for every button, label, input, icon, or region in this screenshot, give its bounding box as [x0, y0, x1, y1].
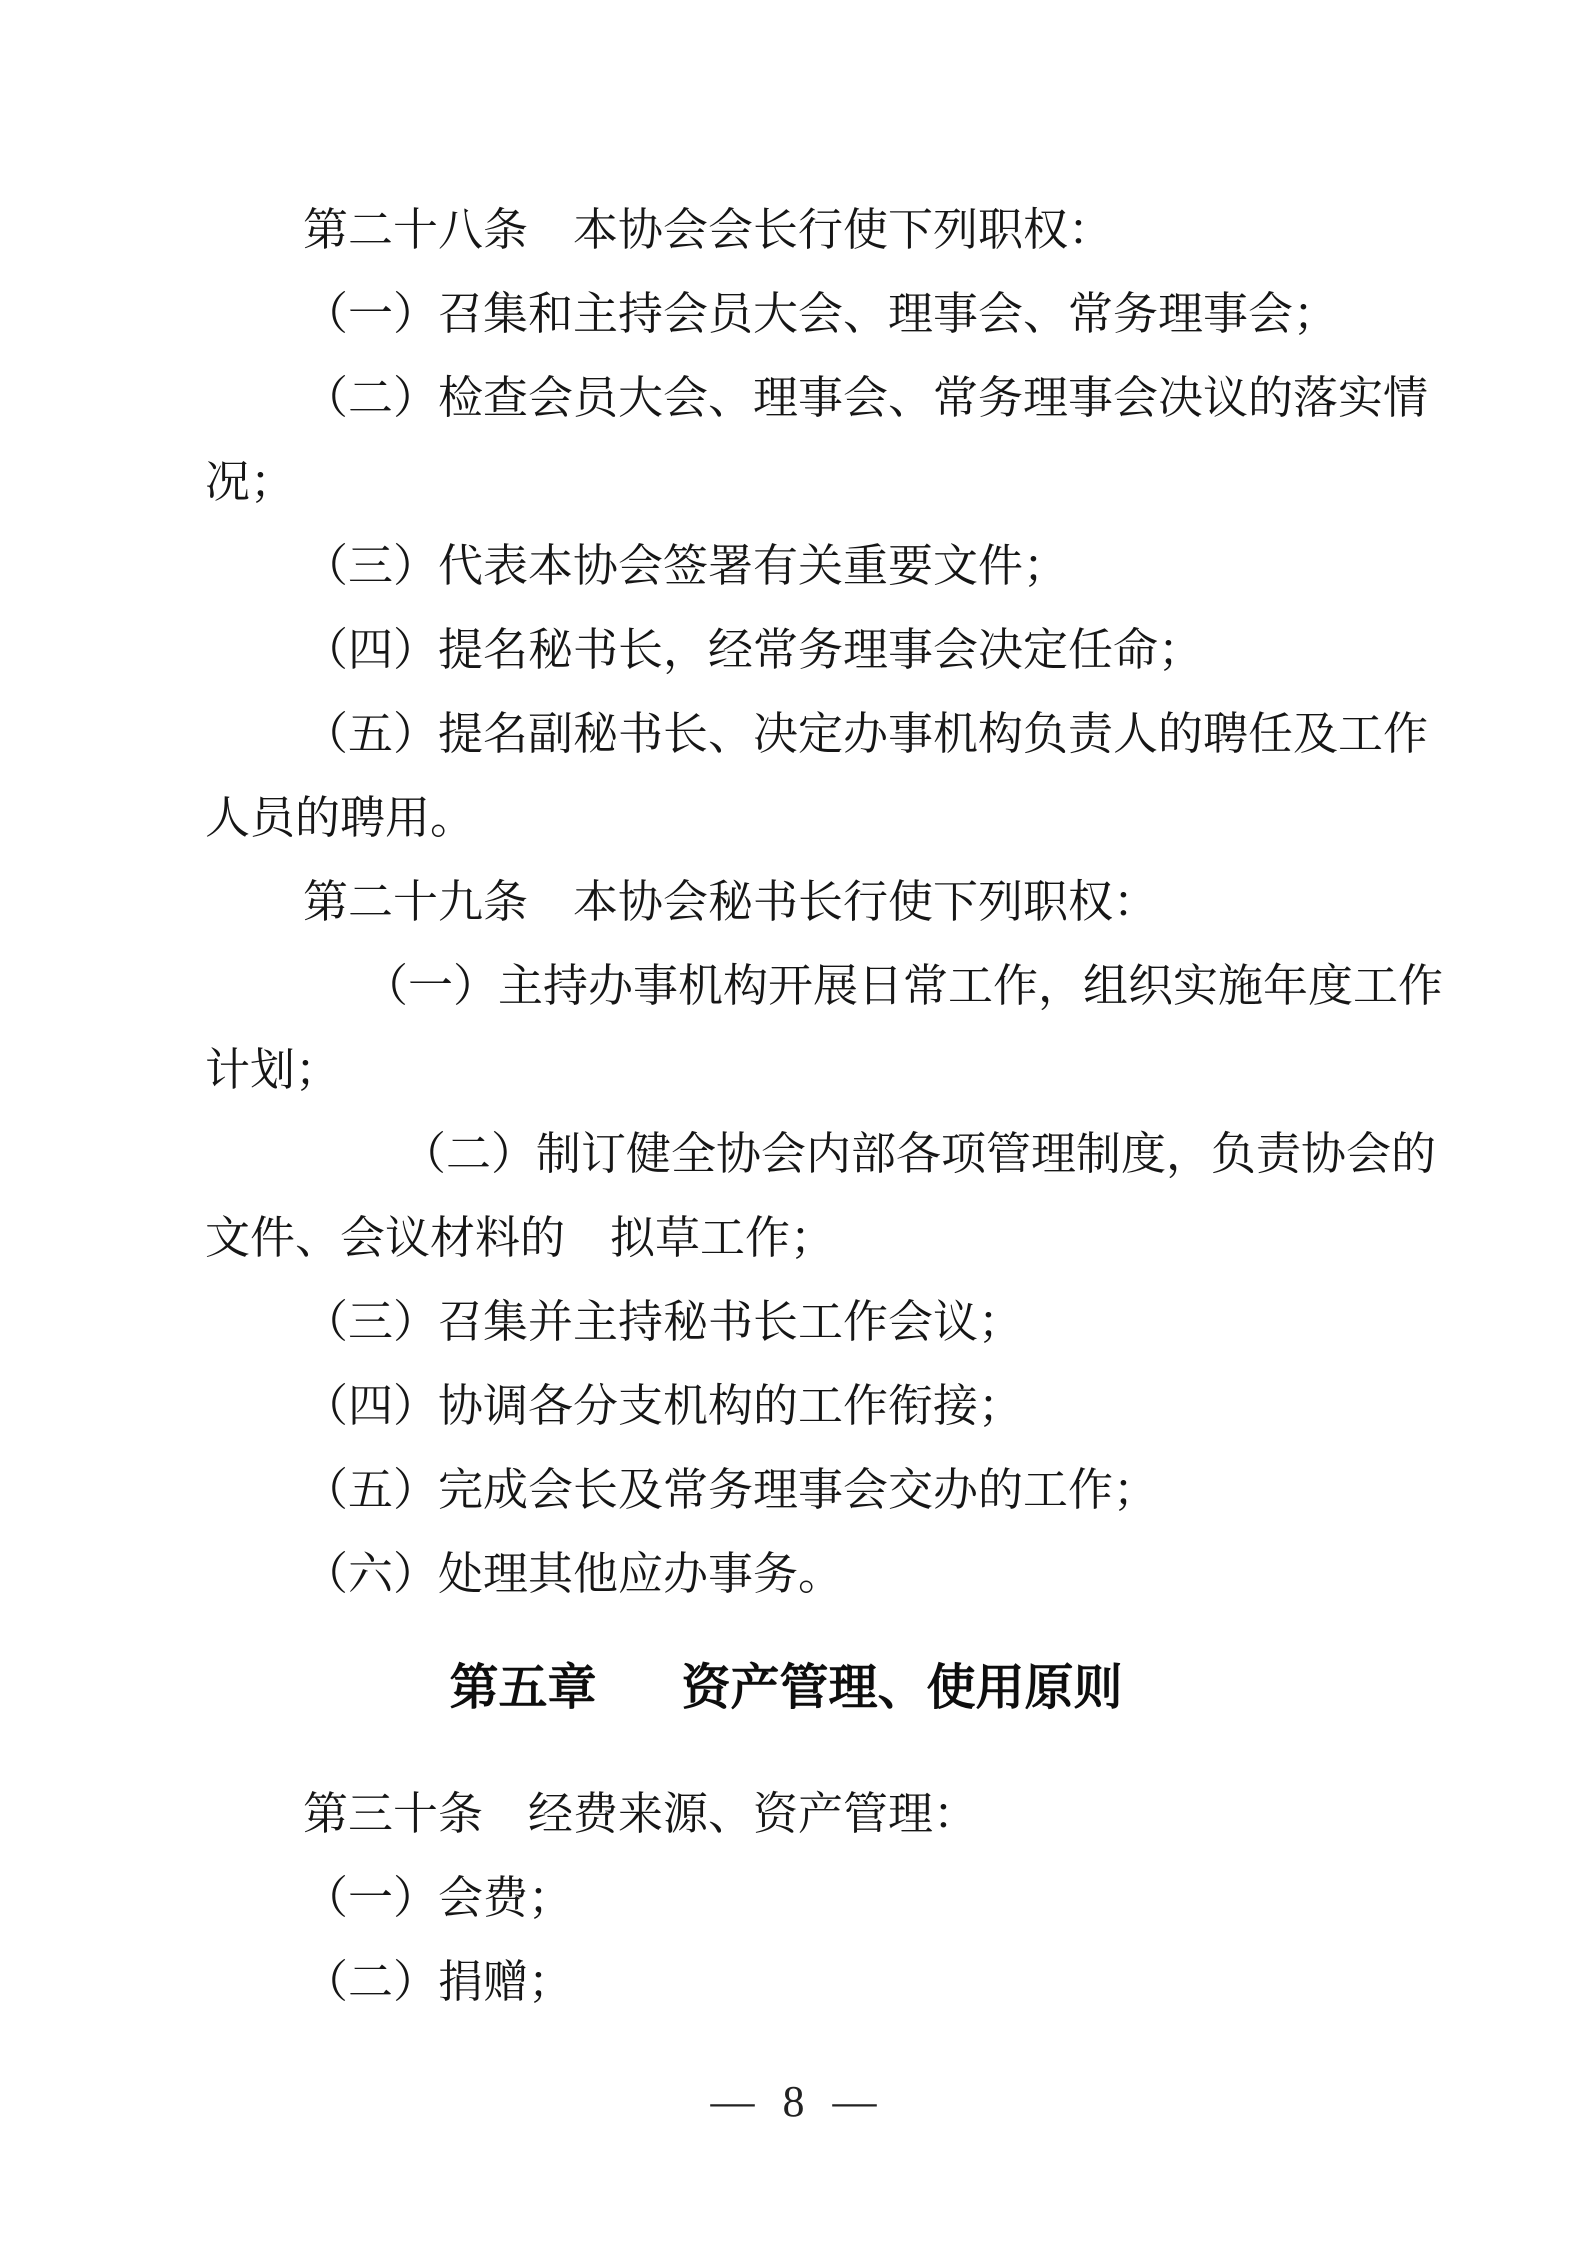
article-28-clause-1: （一）召集和主持会员大会、理事会、常务理事会；: [303, 289, 1339, 339]
article-28-clause-2-line-2: 况；: [205, 457, 296, 507]
article-30-clause-1: （一）会费；: [303, 1873, 574, 1923]
article-28-clause-3: （三）代表本协会签署有关重要文件；: [303, 541, 1069, 591]
article-29-clause-3: （三）召集并主持秘书长工作会议；: [303, 1297, 1024, 1347]
article-29-clause-5: （五）完成会长及常务理事会交办的工作；: [303, 1465, 1159, 1515]
article-29-clause-6: （六）处理其他应办事务。: [303, 1549, 844, 1599]
footer-right-dash: —: [832, 2077, 877, 2126]
chapter-5-number: 第五章: [449, 1661, 597, 1715]
article-29-clause-1-line-2: 计划；: [205, 1045, 341, 1095]
article-29-clause-1-line-1: （一）主持办事机构开展日常工作，组织实施年度工作: [363, 961, 1444, 1011]
chapter-5-title: 资产管理、使用原则: [681, 1661, 1123, 1715]
chapter-5-heading: [205, 1646, 1367, 1730]
document-body: [205, 188, 1444, 2024]
article-28-clause-5-line-2: 人员的聘用。: [205, 793, 476, 843]
page-footer: [0, 2072, 1587, 2132]
article-29-clause-2-line-2: 文件、会议材料的 拟草工作；: [205, 1213, 836, 1263]
article-30-title: 第三十条 经费来源、资产管理：: [303, 1789, 979, 1839]
footer-left-dash: —: [710, 2077, 755, 2126]
article-28-title: 第二十八条 本协会会长行使下列职权：: [303, 205, 1114, 255]
article-29-clause-2-line-1: （二）制订健全协会内部各项管理制度，负责协会的: [401, 1129, 1437, 1179]
page-number: 8: [782, 2077, 805, 2126]
article-28-clause-5-line-1: （五）提名副秘书长、决定办事机构负责人的聘任及工作: [303, 709, 1429, 759]
article-30-clause-2: （二）捐赠；: [303, 1957, 574, 2007]
article-29-clause-4: （四）协调各分支机构的工作衔接；: [303, 1381, 1024, 1431]
article-29-title: 第二十九条 本协会秘书长行使下列职权：: [303, 877, 1159, 927]
article-28-clause-4: （四）提名秘书长，经常务理事会决定任命；: [303, 625, 1204, 675]
article-28-clause-2-line-1: （二）检查会员大会、理事会、常务理事会决议的落实情: [303, 373, 1429, 423]
